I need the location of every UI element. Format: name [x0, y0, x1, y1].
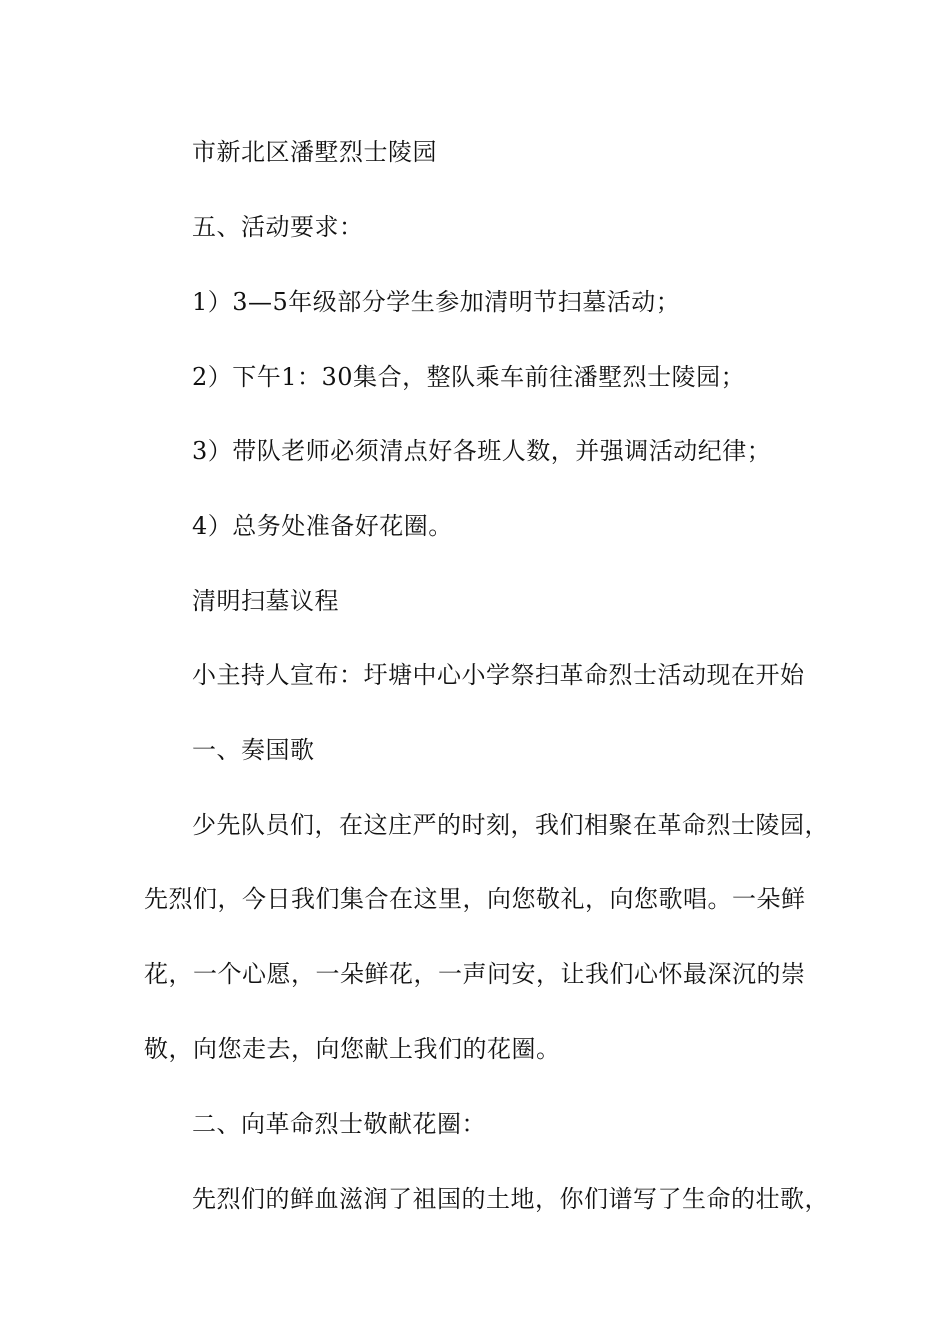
- agenda-item-1-heading: 一、奏国歌: [192, 736, 315, 764]
- requirement-item-4: 4）总务处准备好花圈。: [192, 512, 453, 540]
- paragraph-line: 先烈们，今日我们集合在这里，向您敬礼，向您歌唱。一朵鲜: [144, 885, 806, 913]
- host-announcement: 小主持人宣布：圩塘中心小学祭扫革命烈士活动现在开始: [192, 661, 805, 689]
- text-line-location: 市新北区潘墅烈士陵园: [192, 138, 437, 166]
- requirement-item-2: 2）下午1：30集合，整队乘车前往潘墅烈士陵园；: [192, 363, 746, 391]
- requirement-item-3: 3）带队老师必须清点好各班人数，并强调活动纪律；: [192, 437, 772, 465]
- paragraph-line: 先烈们的鲜血滋润了祖国的土地，你们谱写了生命的壮歌，: [192, 1185, 829, 1213]
- requirement-item-1: 1）3—5年级部分学生参加清明节扫墓活动；: [192, 288, 681, 316]
- paragraph-line: 少先队员们，在这庄严的时刻，我们相聚在革命烈士陵园，: [192, 811, 829, 839]
- agenda-item-2-heading: 二、向革命烈士敬献花圈：: [192, 1110, 486, 1138]
- agenda-title: 清明扫墓议程: [192, 587, 339, 615]
- paragraph-line: 敬，向您走去，向您献上我们的花圈。: [144, 1035, 561, 1063]
- section-heading-requirements: 五、活动要求：: [192, 213, 364, 241]
- paragraph-line: 花，一个心愿，一朵鲜花，一声问安，让我们心怀最深沉的崇: [144, 960, 806, 988]
